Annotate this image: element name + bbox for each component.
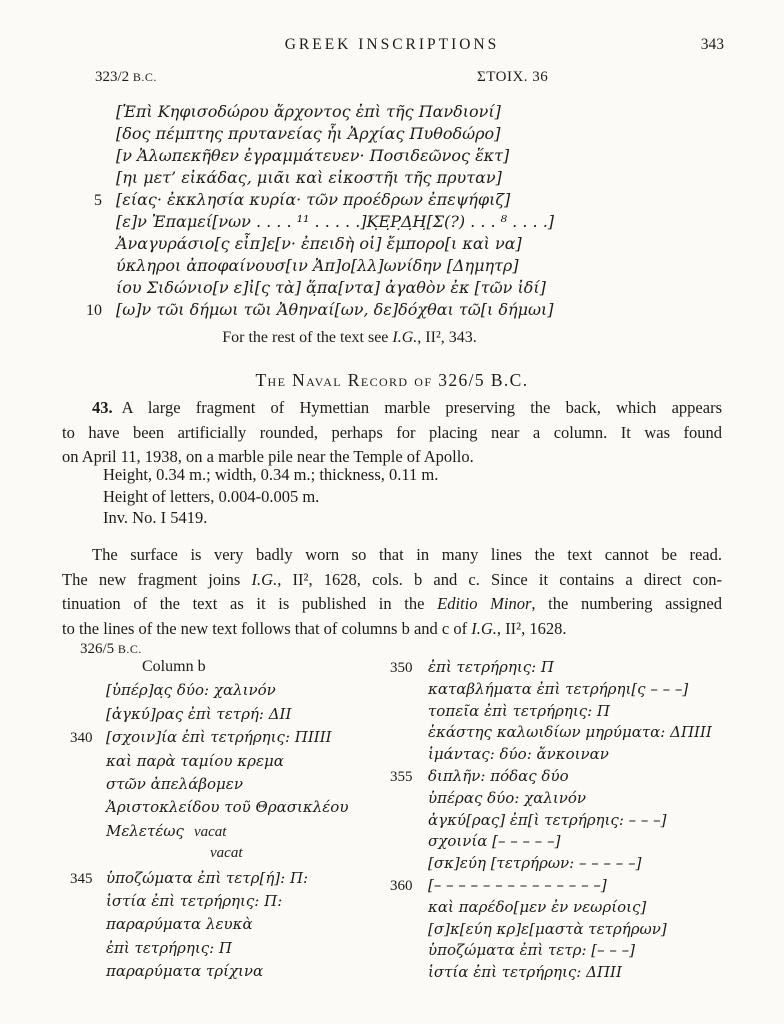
naval-line-text: στῶν ἀπελάβομεν: [106, 774, 243, 793]
date-era: B.C.: [117, 642, 142, 656]
inscription-date-label: [95, 69, 157, 86]
line-number: 5: [94, 192, 102, 209]
citation-ig: I.G.: [251, 569, 278, 589]
inscription-line: [62, 124, 554, 146]
column-b-header: Column b: [142, 658, 206, 675]
column-c: [390, 658, 735, 985]
naval-line-text: σχοινία [– – – – –]: [428, 832, 561, 851]
citation-editio-minor: Editio Minor: [437, 594, 532, 614]
naval-line-text: [ἀγκύ]ρας ἐπὶ τετρή: ΔΙΙ: [106, 704, 292, 723]
line-number: 355: [390, 768, 413, 785]
naval-line: [70, 681, 385, 704]
page-number: 343: [700, 36, 724, 53]
date-year: 323/2: [95, 69, 130, 85]
inscription-line: [62, 300, 554, 322]
footnote-reference: I.G.: [392, 329, 418, 346]
naval-date-label: [80, 641, 142, 658]
paragraph-text: , II², 1628.: [496, 618, 567, 638]
line-number: 345: [70, 870, 93, 887]
inscription-line: [62, 146, 554, 168]
naval-line-text: ὑποζώματα ἐπὶ τετρ[ή]: Π:: [106, 868, 309, 887]
naval-line-text: καὶ παρέδο[μεν ἐν νεωρίοις]: [428, 897, 647, 916]
naval-line: [390, 811, 735, 833]
naval-line: [390, 963, 735, 985]
inscription-line: [62, 278, 554, 300]
naval-line-text: [ὑπέρ]α̣ς δύο: χαλινόν: [106, 681, 276, 700]
paragraph-text: tinuation of the text as it is published in the: [62, 594, 438, 614]
paragraph-line: [62, 396, 722, 421]
naval-line: [390, 745, 735, 767]
naval-line: [390, 854, 735, 876]
inscription-line-text: [ν Ἀλωπεκῆθεν ἐγραμμάτευεν· Ποσιδεῶνος ἕκτ]: [116, 146, 510, 165]
naval-line: [390, 658, 735, 680]
measurement-line: Height of letters, 0.004-0.005 m.: [103, 486, 320, 506]
naval-line: [70, 939, 385, 962]
naval-line-text: [– – – – – – – – – – – – – –]: [428, 875, 607, 894]
inscription-line-text: [Ἐπὶ Κηφισοδώρου ἄρχοντος ἐπὶ τῆς Πανδιονί]: [116, 102, 501, 121]
naval-line: [390, 898, 735, 920]
naval-line: [70, 892, 385, 915]
naval-line-text: ἱστία ἐπὶ τετρήρηις: ΔΠΙΙ: [428, 963, 622, 982]
section-heading: The Naval Record of 326/5 B.C.: [255, 370, 529, 390]
inscription-line-text: Ἀναγυράσιο[ς εἶπ]ε[ν· ἐπειδὴ οἱ] ἔμπορο[ι καὶ να]: [116, 234, 522, 253]
line-number: 360: [390, 877, 413, 894]
inscription-line-text: [ω]ν τῶι δήμωι τῶι Ἀθηναί[ων, δε]δόχθαι τῶ[ι δήμωι]: [116, 300, 554, 319]
footnote-text: , II², 343.: [417, 329, 477, 346]
paragraph-text: , the numbering assigned: [531, 594, 722, 614]
naval-line-text: ἐπὶ τετρήρηις: Π: [106, 938, 232, 957]
naval-line-text: [σχοιν]ία ἐπὶ τετρήρηις: ΠΙΙΙΙ: [106, 728, 332, 747]
naval-line-text: ἑκάστης καλωιδίων μηρύματα: ΔΠΙΙΙ: [428, 723, 712, 742]
naval-line-text: ἱμάντας: δύο: ἄνκοιναν: [428, 745, 609, 764]
line-number: 350: [390, 660, 413, 676]
naval-line: [70, 915, 385, 938]
stoichedon-label: ΣΤΟΙΧ. 36: [477, 69, 549, 85]
inscription-line: [62, 212, 554, 234]
paragraph-line: [62, 568, 722, 593]
measurement-line: Height, 0.34 m.; width, 0.34 m.; thickness, 0.11 m.: [103, 465, 439, 484]
naval-line-text: [σκ]εύη [τετρήρων: – – – – –]: [428, 854, 642, 873]
naval-line: [70, 798, 385, 821]
naval-line-text: καταβλήματα ἐπὶ τετρήρηι[ς – – –]: [428, 679, 689, 698]
paragraph-line: The surface is very badly worn so that in many lines the text cannot be read.: [92, 545, 722, 564]
naval-line: [70, 962, 385, 985]
inscription-line: [62, 190, 554, 212]
naval-line-text: ὑποζώματα ἐπὶ τετρ: [– – –]: [428, 941, 636, 960]
inscription-line-text: [ε]ν Ἐπαμεί[νων . . . . ¹¹ . . . . .]Κ̣Ε̣Ρ̣Δ̣Η̣[Σ(?) . . . ⁸ . . . .]: [116, 212, 555, 231]
naval-line-text: ὑπέρας δύο: χαλινόν: [428, 788, 587, 807]
inscription-line-text: [ηι μετ’ εἰκάδας, μιᾶι καὶ εἰκοστῆι τῆς πρυταν]: [116, 168, 502, 187]
naval-line-text: παραρύματα λευκὰ: [106, 915, 253, 934]
inscription-line-text: ύκληροι ἀποφαίνουσ[ιν Ἀπ]ο[λλ]ωνίδην [Δημητρ]: [116, 256, 519, 275]
naval-line: [390, 767, 735, 789]
naval-line: [390, 941, 735, 963]
naval-line: [390, 876, 735, 898]
paragraph-line: on April 11, 1938, on a marble pile near the Temple of Apollo.: [62, 447, 474, 467]
line-number: 10: [86, 302, 102, 319]
entry-43-paragraph: [62, 396, 722, 470]
inscription-line: [62, 102, 554, 124]
naval-line-text: ἱστία ἐπὶ τετρήρηις: Π:: [106, 891, 283, 910]
naval-line-text: ἐπὶ τετρήρηις: Π: [428, 658, 554, 676]
naval-line: [70, 775, 385, 798]
naval-line-text: Ἀριστοκλείδου τοῦ Θρασικλέου: [106, 798, 349, 817]
measurement-line: Inv. No. I 5419.: [103, 508, 208, 527]
naval-line-text: παραρύματα τρίχινα: [106, 962, 264, 981]
naval-line: [390, 723, 735, 745]
citation-ig: I.G.: [471, 618, 497, 638]
naval-line-text: [σ]κ[εύη κρ]ε[μαστὰ τετρήρων]: [428, 919, 667, 938]
naval-line: [390, 832, 735, 854]
date-era: B.C.: [132, 70, 157, 84]
naval-line: [390, 789, 735, 811]
paragraph-text: to the lines of the new text follows that of columns b and c of: [62, 618, 472, 638]
vacat-note: vacat: [210, 845, 243, 862]
inscription-line: [62, 234, 554, 256]
naval-line-text: Μελετέως: [106, 821, 184, 840]
date-year: 326/5: [80, 641, 115, 657]
naval-line: [70, 705, 385, 728]
inscription-line-text: [δος πέμπτης πρυτανείας ἧι Ἀρχίας Πυθοδώρο]: [116, 124, 501, 143]
measurements-block: [103, 464, 438, 529]
paragraph-line: [62, 617, 722, 642]
naval-line: [70, 728, 385, 751]
description-paragraph: [62, 543, 722, 641]
inscription-line: [62, 168, 554, 190]
paragraph-line: [62, 592, 722, 617]
column-b: [70, 658, 385, 985]
inscription-footnote: [62, 329, 637, 347]
inscription-line: [62, 256, 554, 278]
naval-line: [390, 680, 735, 702]
running-header: GREEK INSCRIPTIONS: [284, 36, 500, 53]
line-number: 340: [70, 730, 93, 747]
naval-line: [390, 702, 735, 724]
paragraph-line: to have been artificially rounded, perhaps for placing near a column. It was found: [62, 422, 722, 442]
entry-number: 43.: [92, 398, 113, 417]
naval-line-text: τοπεῖα ἐπὶ τετρήρηις: Π: [428, 701, 611, 720]
naval-line: [70, 752, 385, 775]
naval-line: [70, 822, 385, 845]
paragraph-text: , II², 1628, cols. b and c. Since it contains a direct con-: [277, 569, 722, 589]
inscription-text-block: [62, 102, 554, 322]
naval-line: [70, 845, 385, 868]
naval-line: [390, 920, 735, 942]
inscription-line-text: ίου Σιδώνιο[ν ε]ἰ[ς τὰ] ἅ̣πα[ντα] ἀγαθὸν ἐκ [τῶν ἰδί]: [116, 278, 546, 297]
vacat-note: vacat: [193, 823, 227, 840]
naval-line-text: διπλῆν: πόδας δύο: [428, 766, 569, 785]
paragraph-text: The new fragment joins: [62, 569, 252, 589]
naval-line-text: ἀγκύ[ρας] ἐπ[ὶ τετρήρηις: – – –]: [428, 810, 667, 829]
footnote-text: For the rest of the text see: [222, 329, 393, 346]
naval-line-text: καὶ παρὰ ταμίου κρεμα: [106, 751, 284, 770]
paragraph-text: A large fragment of Hymettian marble preserving the back, which appears: [121, 398, 722, 417]
naval-line: [70, 869, 385, 892]
inscription-line-text: [είας· ἐκκλησία κυρία· τῶν προέδρων ἐπεψήφιζ]: [116, 190, 511, 209]
